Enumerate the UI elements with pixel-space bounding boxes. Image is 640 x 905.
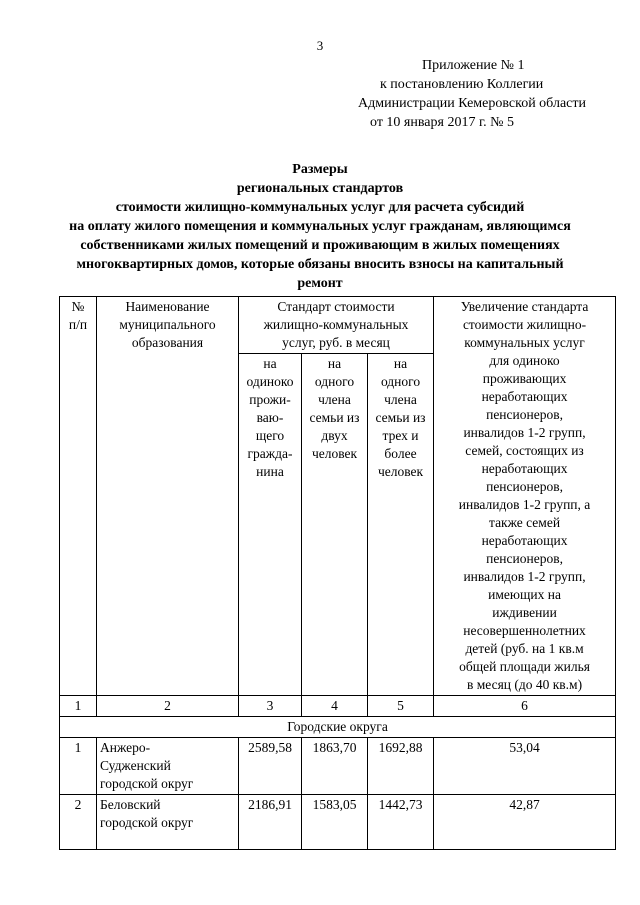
title-line: Размеры — [292, 162, 348, 177]
column-numbers-row — [60, 696, 616, 717]
header-sub-three: на одного члена семьи из трех и более человек — [368, 354, 434, 696]
header-increase: Увеличение стандарта стоимости жилищно- коммунальных услуг для одиноко проживающих неработающих пенсионеров, инвалидов 1-2 групп, семей, состоящих из неработающих пенсионеров, инвалидов 1-2 групп, а также семей неработающих пенсионеров, инвалидов 1-2 групп, имеющих на иждивении несовершеннолетних детей (руб. на 1 кв.м общей площади жилья в месяц (до 40 кв.м) — [434, 297, 616, 696]
standards-table — [59, 296, 616, 850]
appendix-header — [340, 56, 620, 132]
row-num: 2 — [60, 795, 97, 850]
title-line: собственниками жилых помещений и проживающим в жилых помещениях — [80, 238, 560, 253]
row-value-increase: 53,04 — [434, 738, 616, 795]
col-number: 1 — [60, 696, 97, 717]
title-line: стоимости жилищно-коммунальных услуг для расчета субсидий — [115, 200, 525, 215]
col-number: 2 — [97, 696, 239, 717]
title-line: на оплату жилого помещения и коммунальных услуг гражданам, являющимся — [69, 219, 571, 234]
row-name: Беловский городской округ — [97, 795, 239, 850]
header-name: Наименование муниципального образования — [97, 297, 239, 696]
row-value-single: 2589,58 — [239, 738, 302, 795]
section-title: Городские округа — [60, 717, 616, 738]
table-row — [60, 795, 616, 850]
document-title — [40, 160, 600, 293]
header-num: № п/п — [60, 297, 97, 696]
row-num: 1 — [60, 738, 97, 795]
section-row — [60, 717, 616, 738]
col-number: 3 — [239, 696, 302, 717]
header-sub-single: на одиноко прожи- ваю- щего гражда- нина — [239, 354, 302, 696]
col-number: 4 — [302, 696, 368, 717]
row-value-single: 2186,91 — [239, 795, 302, 850]
row-value-three: 1442,73 — [368, 795, 434, 850]
row-value-three: 1692,88 — [368, 738, 434, 795]
title-line: ремонт — [297, 276, 343, 291]
appendix-line: от 10 января 2017 г. № 5 — [370, 115, 514, 130]
row-name: Анжеро- Судженский городской округ — [97, 738, 239, 795]
col-number: 5 — [368, 696, 434, 717]
header-row — [60, 297, 616, 354]
appendix-line: к постановлению Коллегии — [380, 77, 544, 92]
page-number: 3 — [316, 38, 324, 53]
row-value-two: 1863,70 — [302, 738, 368, 795]
appendix-line: Администрации Кемеровской области — [358, 96, 586, 111]
header-standard: Стандарт стоимости жилищно-коммунальных услуг, руб. в месяц — [239, 297, 434, 354]
appendix-line: Приложение № 1 — [422, 58, 525, 73]
title-line: многоквартирных домов, которые обязаны вносить взносы на капитальный — [76, 257, 564, 272]
row-value-increase: 42,87 — [434, 795, 616, 850]
title-line: региональных стандартов — [236, 181, 404, 196]
table-row — [60, 738, 616, 795]
row-value-two: 1583,05 — [302, 795, 368, 850]
col-number: 6 — [434, 696, 616, 717]
header-sub-two: на одного члена семьи из двух человек — [302, 354, 368, 696]
